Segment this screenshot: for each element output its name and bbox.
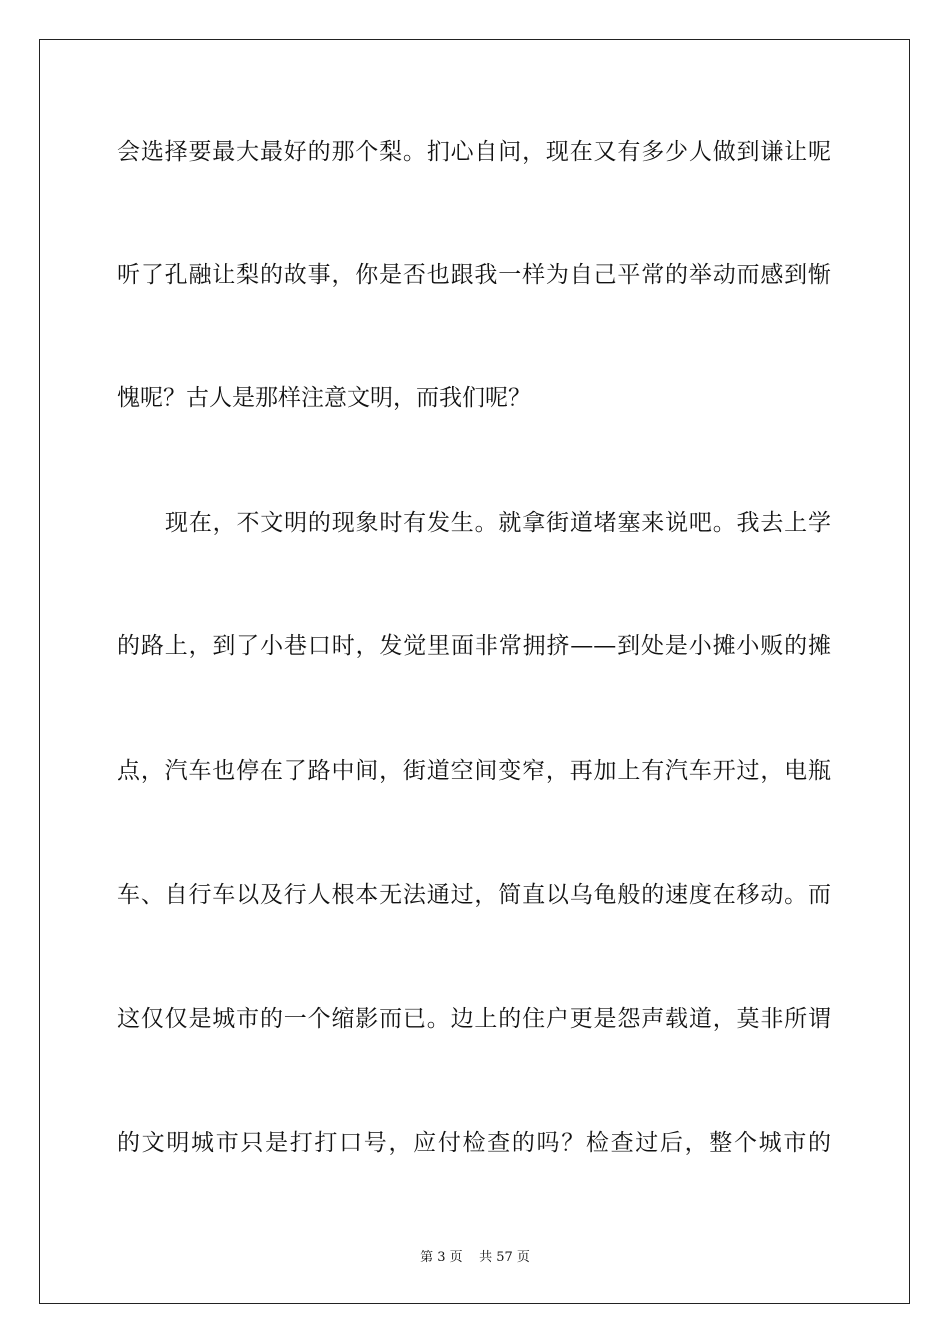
text-line: 的文明城市只是打打口号，应付检查的吗？检查过后，整个城市的 [117, 1130, 831, 1156]
text-line: 这仅仅是城市的一个缩影而已。边上的住户更是怨声载道，莫非所谓 [117, 1006, 831, 1032]
page-number-footer: 第 3 页 共 57 页 [420, 1250, 530, 1265]
paragraph-first-line: 现在，不文明的现象时有发生。就拿街道堵塞来说吧。我去上学 [165, 510, 831, 536]
text-line: 的路上，到了小巷口时，发觉里面非常拥挤——到处是小摊小贩的摊 [117, 633, 831, 659]
text-line: 愧呢？古人是那样注意文明，而我们呢？ [117, 385, 531, 411]
text-line: 听了孔融让梨的故事，你是否也跟我一样为自己平常的举动而感到惭 [117, 262, 831, 288]
text-line: 点，汽车也停在了路中间，街道空间变窄，再加上有汽车开过，电瓶 [117, 758, 831, 784]
text-line: 车、自行车以及行人根本无法通过，简直以乌龟般的速度在移动。而 [117, 882, 831, 908]
page-border [39, 39, 910, 1304]
text-line: 会选择要最大最好的那个梨。扪心自问，现在又有多少人做到谦让呢 [117, 139, 831, 165]
